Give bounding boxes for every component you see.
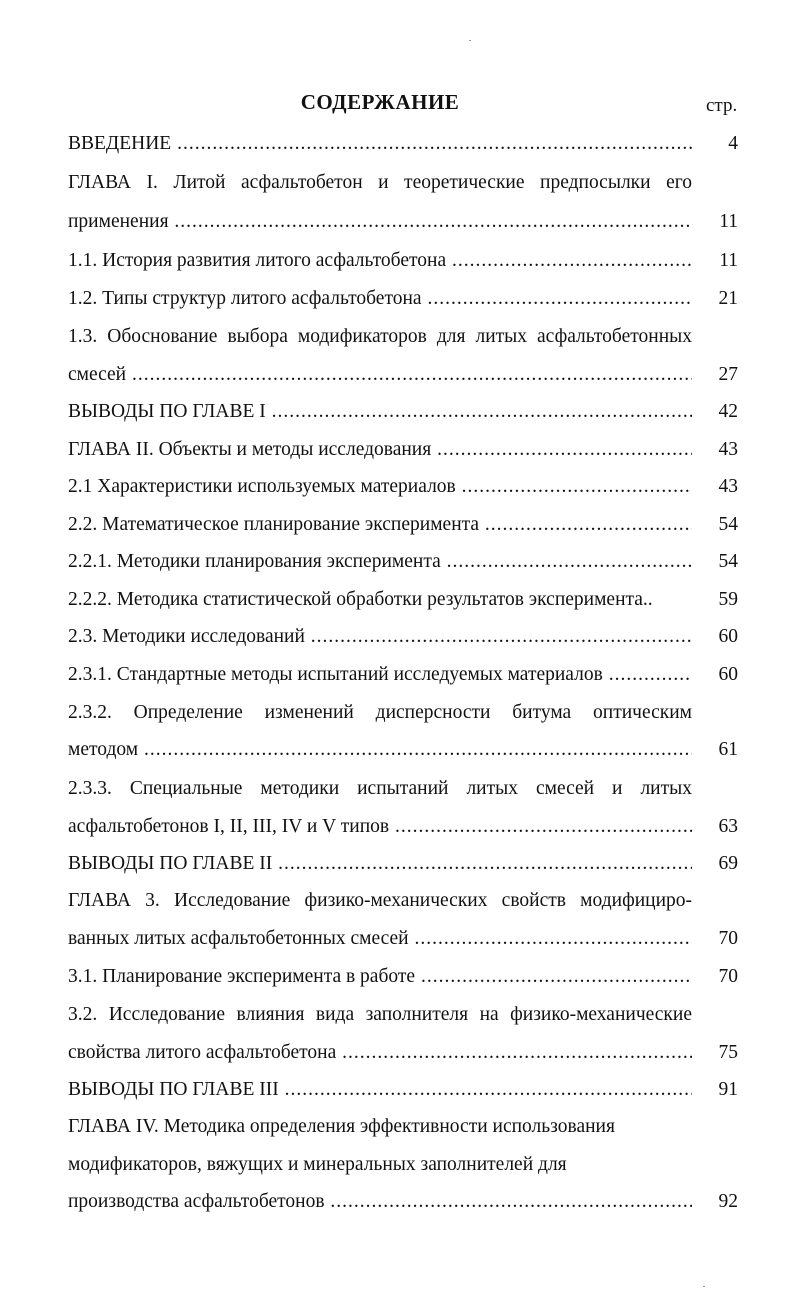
toc-entry-page: 54	[718, 551, 738, 572]
toc-entry-text: модификаторов, вяжущих и минеральных заполнителей для	[68, 1154, 567, 1175]
scan-mark	[703, 1286, 705, 1287]
toc-entry-page: 43	[718, 439, 738, 460]
toc-entry-page: 60	[718, 626, 738, 647]
toc-entry-page: 70	[718, 928, 738, 949]
toc-entry-page: 69	[718, 853, 738, 874]
toc-entry-text: 1.1. История развития литого асфальтобетона .....	[68, 247, 692, 275]
toc-entry-page: 61	[718, 739, 738, 760]
toc-entry-text: ВЫВОДЫ ПО ГЛАВЕ III .....	[68, 1076, 692, 1104]
page-column-label: стр.	[706, 95, 738, 116]
toc-entry-text: 1.3. Обоснование выбора модификаторов для литых асфальтобетонных	[68, 326, 692, 347]
toc-entry-text: ванных литых асфальтобетонных смесей .....	[68, 925, 692, 953]
toc-entry-text: 2.3. Методики исследований .....	[68, 623, 692, 651]
toc-entry-text: ВЫВОДЫ ПО ГЛАВЕ I .....	[68, 398, 692, 426]
toc-entry-page: 42	[718, 401, 738, 422]
scan-mark	[469, 40, 471, 41]
toc-entry-text: асфальтобетонов I, II, III, IV и V типов .....	[68, 813, 692, 841]
toc-entry-text: ВВЕДЕНИЕ .....	[68, 130, 692, 158]
toc-entry-page: 21	[718, 288, 738, 309]
toc-entry-page: 11	[719, 211, 738, 232]
toc-entry-page: 63	[718, 816, 738, 837]
toc-entry-text: ГЛАВА I. Литой асфальтобетон и теоретические предпосылки его	[68, 172, 692, 193]
toc-entry-page: 4	[728, 133, 738, 154]
toc-entry-text: 2.3.1. Стандартные методы испытаний исследуемых материалов .....	[68, 661, 692, 689]
toc-entry-text: 2.2.1. Методики планирования эксперимента .....	[68, 548, 692, 576]
toc-entry-text: 2.2.2. Методика статистической обработки результатов эксперимента..	[68, 589, 653, 610]
toc-entry-page: 43	[718, 476, 738, 497]
toc-entry-page: 54	[718, 514, 738, 535]
toc-entry-text: 2.3.3. Специальные методики испытаний литых смесей и литых	[68, 778, 692, 799]
toc-entry-text: ГЛАВА II. Объекты и методы исследования .....	[68, 436, 692, 464]
toc-entry-page: 11	[719, 250, 738, 271]
toc-entry-page: 60	[718, 664, 738, 685]
toc-entry-page: 27	[718, 364, 738, 385]
toc-entry-text: применения .....	[68, 208, 692, 236]
toc-entry-text: ВЫВОДЫ ПО ГЛАВЕ II .....	[68, 850, 692, 878]
toc-entry-text: 2.1 Характеристики используемых материалов .....	[68, 473, 692, 501]
toc-entry-page: 91	[718, 1079, 738, 1100]
toc-entry-text: свойства литого асфальтобетона .....	[68, 1039, 692, 1067]
toc-entry-text: методом .....	[68, 736, 692, 764]
toc-entry-page: 59	[718, 589, 738, 610]
toc-entry-text: 3.2. Исследование влияния вида заполнителя на физико-механические	[68, 1004, 692, 1025]
toc-entry-text: ГЛАВА IV. Методика определения эффективности использования	[68, 1116, 615, 1137]
toc-title: СОДЕРЖАНИЕ	[300, 90, 460, 114]
toc-entry-text: производства асфальтобетонов .....	[68, 1188, 692, 1216]
toc-entry-text: 3.1. Планирование эксперимента в работе .....	[68, 963, 692, 991]
toc-entry-text: 1.2. Типы структур литого асфальтобетона .....	[68, 285, 692, 313]
toc-entry-text: 2.2. Математическое планирование эксперимента .....	[68, 511, 692, 539]
toc-entry-text: ГЛАВА 3. Исследование физико-механических свойств модифициро-	[68, 890, 692, 911]
toc-entry-page: 70	[718, 966, 738, 987]
toc-entry-text: 2.3.2. Определение изменений дисперсности битума оптическим	[68, 702, 692, 723]
toc-entry-page: 92	[718, 1191, 738, 1212]
toc-entry-page: 75	[718, 1042, 738, 1063]
toc-entry-text: смесей .....	[68, 361, 692, 389]
